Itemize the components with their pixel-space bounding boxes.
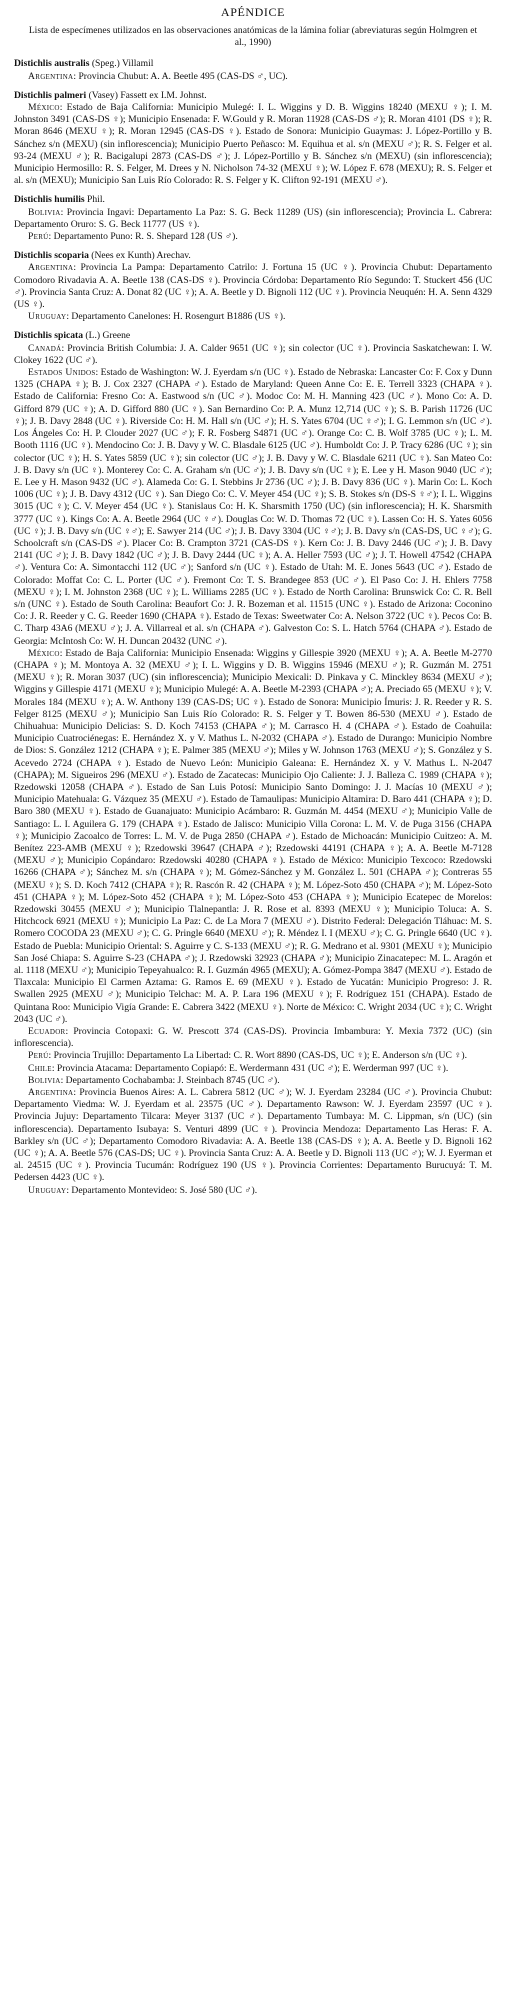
- specimen-record: [14, 262, 492, 311]
- record-text: : Estado de Baja California: Municipio Mulegé: I. L. Wiggins y D. B. Wiggins 18240 (MEXU ♀); I. M. Johnston 3491 (CAS-DS ♀); Municipio Ensenada: F. W.Gould y R. Moran 11928 (CAS-DS ♂); R. Moran 4101 (DS ♀); R. Moran 8646 (MEXU ♀); R. Moran 12945 (CAS-DS ♀). Estado de Sonora: Municipio Guaymas: J. López-Portillo y B. Sánchez s/n (MEXU) (sin inflorescencia); Municipio Puerto Peñasco: M. Equihua et al. s/n (MEXU ♂); R. S. Felger et al. 93-24 (MEXU ♂); R. Bacigalupi 2873 (CAS-DS ♂); J. López-Portillo y B. Sánchez s/n (MEXU) (sin inflorescencia); Municipio Hermosillo: R. S. Felger, M. Drees y N. Nicholson 74-32 (MEXU ♀); W. López F. 678 (MEXU); R. S. Felger et al. s/n (MEXU); Municipio San Luis Río Colorado: R. S. Felger y K. Clifton 92-191 (MEXU ♂).: [14, 102, 492, 187]
- species-name: Distichlis palmeri: [14, 89, 87, 101]
- species-author: Phil.: [84, 194, 105, 206]
- species-name: Distichlis humilis: [14, 194, 85, 206]
- record-text: : Departamento Cochabamba: J. Steinbach 8745 (UC ♂).: [60, 1074, 280, 1086]
- species-author: (L.) Greene: [83, 330, 131, 342]
- species-author: (Nees ex Kunth) Arechav.: [88, 250, 191, 262]
- species-title: [14, 194, 492, 206]
- species-entry: [14, 250, 492, 323]
- specimen-record: [14, 1185, 492, 1197]
- country-name: Perú: [28, 231, 49, 243]
- record-text: : Provincia La Pampa: Departamento Catrilo: J. Fortuna 15 (UC ♀). Provincia Chubut: Departamento Comodoro Rivadavia A. A. Beetle 138 (CAS-DS ♀). Provincia Córdoba: Departamento Río Segundo: T. Stuckert 456 (UC ♂). Provincia Santa Cruz: A. Donat 82 (UC ♀); A. A. Beetle y D. Bignoli 112 (UC ♀). Provincia Neuquén: H. A. Senn 4329 (US ♀).: [14, 262, 492, 311]
- specimen-record: [14, 1050, 492, 1062]
- record-text: : Provincia Trujillo: Departamento La Libertad: C. R. Wort 8890 (CAS-DS, UC ♀); E. Anderson s/n (UC ♀).: [48, 1050, 468, 1062]
- specimen-record: [14, 1026, 492, 1050]
- specimen-record: [14, 367, 492, 648]
- country-name: Ecuador: [28, 1026, 66, 1038]
- country-name: Chile: [28, 1062, 52, 1074]
- specimen-record: [14, 1063, 492, 1075]
- specimen-record: [14, 343, 492, 367]
- record-text: : Estado de Washington: W. J. Eyerdam s/n (UC ♀). Estado de Nebraska: Lancaster Co: F. Cox y Dunn 1325 (CHAPA ♀); B. J. Cox 2327 (CHAPA ♂). Estado de Maryland: Queen Anne Co: E. E. Terrell 3323 (CHAPA ♀). Estado de California: Fresno Co: A. Eastwood s/n (UC ♂). Modoc Co: M. H. Manning 423 (UC ♂). Mono Co: A. D. Gifford 879 (UC ♀); A. D. Gifford 880 (UC ♀). San Bernardino Co: P. A. Munz 12,714 (UC ♀); S. B. Parish 11726 (UC ♀); J. B. Davy 2848 (UC ♀). Riverside Co: H. M. Hall s/n (UC ♂); H. S. Yates 6704 (UC ♀♂); I. G. Lemmon s/n (UC ♂). Los Ángeles Co: H. P. Clouder 2027 (UC ♂); F. R. Fosberg S4871 (UC ♂). Orange Co: C. B. Wolf 3785 (UC ♀); L. M. Booth 1116 (UC ♀). Mendocino Co: J. B. Davy y W. C. Blasdale 6125 (UC ♂). Humboldt Co: J. P. Tracy 6286 (UC ♀); sin colector (UC ♀); H. S. Yates 5859 (UC ♀); sin colector (UC ♂); J. B. Davy y W. C. Blasdale 6211 (UC ♀). San Mateo Co: J. B. Davy s/n (UC ♀). Monterey Co: C. A. Graham s/n (UC ♂); J. B. Davy s/n (UC ♀); E. Lee y H. Mason 9040 (UC ♂); E. Lee y H. Mason 9432 (UC ♂). Alameda Co: G. I. Stebbins Jr 2736 (UC ♂); J. B. Davy 836 (UC ♀). Marin Co: L. Koch 1006 (UC ♀); J. B. Davy 4312 (UC ♀). San Diego Co: C. V. Meyer 454 (UC ♀); S. B. Stokes s/n (DS-S ♀♂); I. L. Wiggins 3015 (UC ♀); C. V. Meyer 454 (UC ♀). Stanislaus Co: H. K. Sharsmith 1750 (UC) (sin inflorescencia); H. K. Sharsmith 3777 (UC ♀). Kings Co: A. A. Beetle 2964 (UC ♀♂). Douglas Co: W. D. Thomas 72 (UC ♀). Lassen Co: H. S. Yates 6056 (UC ♀); J. B. Davy s/n (UC ♀♂); E. Sawyer 214 (UC ♂); J. B. Davy 3304 (UC ♀♂); J. B. Davy s/n (CAS-DS, UC ♀♂); G. Schoolcraft s/n (CAS-DS ♂). Placer Co: B. Crampton 3721 (CAS-DS ♀). Kern Co: J. B. Davy 2446 (UC ♂); J. B. Davy 2141 (UC ♂); J. B. Davy 1842 (UC ♂); J. B. Davy 2444 (UC ♀); A. A. Heller 7593 (UC ♂); J. T. Howell 47542 (CHAPA ♂). Ventura Co: A. Simontacchi 112 (UC ♂); Sanford s/n (UC ♀). Estado de Utah: M. E. Jones 5643 (UC ♂). Estado de Colorado: Moffat Co: C. L. Porter (UC ♂). Fremont Co: T. S. Brandegee 853 (UC ♂). El Paso Co: J. H. Ehlers 7758 (MEXU ♀); I. M. Johnston 2368 (UC ♀); L. Williams 2285 (UC ♀). Estado de North Carolina: Brunswick Co: C. R. Bell s/n (UNC ♀). Estado de South Carolina: Beaufort Co: J. R. Bozeman et al. 11515 (UNC ♀). Estado de Arizona: Coconino Co: J. R. Reeder y C. G. Reeder 1690 (CHAPA ♀). Estado de Texas: Sweetwater Co: A. Nelson 3722 (UC ♀). Pecos Co: B. C. Tharp 43A6 (MEXU ♂); J. A. Villarreal et al. s/n (CHAPA ♂). Galveston Co: S. L. Hatch 5764 (CHAPA ♂). Estado de Georgia: McIntosh Co: W. H. Duncan 20432 (UNC ♂).: [14, 367, 492, 647]
- record-text: : Estado de Baja California: Municipio Ensenada: Wiggins y Gillespie 3920 (MEXU ♀); A. A. Beetle M-2770 (CHAPA ♀); M. Montoya A. 32 (MEXU ♂); I. L. Wiggins y D. B. Wiggins 15946 (MEXU ♂); R. Guzmán M. 2751 (MEXU ♀); R. Moran 3037 (UC) (sin inflorescencia); Municipio Mexicali: D. Pinkava y C. Minckley 8634 (MEXU ♂); Wiggins y Gillespie 4171 (MEXU ♀); Municipio Mulegé: A. A. Beetle M-2393 (CHAPA ♂); A. Preciado 65 (MEXU ♀); V. Morales 184 (MEXU ♀); A. W. Anthony 139 (CAS-DS; UC ♀). Estado de Sonora: Municipio Ímuris: J. R. Reeder y R. S. Felger 8125 (MEXU ♂); Municipio San Luis Río Colorado: R. S. Felger y T. Bowen 86-530 (MEXU ♂). Estado de Chihuahua: Municipio Delicias: S. D. Koch 74153 (CHAPA ♂); M. Carrasco H. 4 (CHAPA ♂). Estado de Coahuila: Municipio Cuatrociénegas: E. Hernández X. y V. Mathus L. N-2032 (CHAPA ♂). Estado de Durango: Municipio Nombre de Dios: S. González 1212 (CHAPA ♀); E. Palmer 385 (MEXU ♂); Miles y W. Johnson 1763 (MEXU ♂); S. González y S. Acevedo 2724 (CHAPA ♀). Estado de Nuevo León: Municipio Galeana: E. Hernández X. y V. Mathus L. N-2047 (CHAPA); M. Sigueiros 296 (MEXU ♂). Estado de Zacatecas: Municipio Ojo Caliente: J. J. Balleza C. 1989 (CHAPA ♀); Rzedowski 12058 (CHAPA ♂). Estado de San Luis Potosí: Municipio Santo Domingo: J. J. Macías 10 (MEXU ♂); Municipio Matehuala: G. Vázquez 35 (MEXU ♂). Estado de Tamaulipas: Municipio Altamira: D. Baro 441 (CHAPA ♀); D. Baro 380 (MEXU ♀). Estado de Guanajuato: Municipio Acámbaro: R. Guzmán M. 4454 (MEXU ♂); Municipio Valle de Santiago: L. I. Aguilera G. 179 (CHAPA ♀). Estado de Jalisco: Municipio Villa Corona: L. M. V. de Puga 3156 (CHAPA ♀); Municipio Zacoalco de Torres: L. M. V. de Puga 2850 (CHAPA ♂). Estado de Michoacán: Municipio Cuitzeo: A. M. Benítez 223-AMB (MEXU ♀); Rzedowski 39647 (CHAPA ♂); Rzedowski 44191 (CHAPA ♀); A. A. Beetle M-7128 (MEXU ♂); Municipio Copándaro: Rzedowski 40280 (CHAPA ♀). Estado de México: Municipio Texcoco: Rzedowski 16266 (CHAPA ♂); Sánchez M. s/n (CHAPA ♀); M. Gómez-Sánchez y M. González L. 501 (CHAPA ♂); Contreras 55 (MEXU ♀); S. D. Koch 7412 (CHAPA ♀); R. Rascón R. 42 (CHAPA ♀); M. López-Soto 450 (CHAPA ♂); M. López-Soto 451 (CHAPA ♀); M. López-Soto 452 (CHAPA ♀); M. López-Soto 453 (CHAPA ♀); Municipio Ecatepec de Morelos: Rzedowski 30455 (MEXU ♂); Municipio Tlalnepantla: J. R. Rose et al. 8393 (MEXU ♀); Municipio Toluca: A. S. Hitchcock 6921 (MEXU ♀); Municipio La Paz: C. de La Mora 7 (MEXU ♂). Distrito Federal: Delegación Tláhuac: M. S. Romero COCODA 23 (MEXU ♂); C. G. Pringle 6640 (MEXU ♂); R. Méndez I. I (MEXU ♂); C. G. Pringle 6640 (UC ♀). Estado de Puebla: Municipio Oriental: S. Aguirre y C. S-133 (MEXU ♂); R. G. Medrano et al. 9301 (MEXU ♀); Municipio San José Chiapa: S. Aguirre S-23 (CHAPA ♂); J. Rzedowski 32923 (CHAPA ♂); Municipio Zinacatepec: M. L. Aragón et al. 1118 (MEXU ♂); Municipio Tepeyahualco: R. I. Guzmán 4965 (MEXU); A. Gómez-Pompa 3847 (MEXU ♂). Estado de Tlaxcala: Municipio El Carmen Aztama: G. Ramos E. 69 (MEXU ♀). Estado de Yucatán: Municipio Progreso: J. R. Swallen 2925 (MEXU ♂); Municipio Telchac: M. A. P. Lara 196 (MEXU ♀); F. Rodríguez 151 (CHAPA). Estado de Quintana Roo: Municipio Vigía Grande: E. Cabrera 3422 (MEXU ♀). Norte de México: C. Wright 2034 (UC ♀); C. Wright 2043 (UC ♂).: [14, 647, 492, 1025]
- record-text: : Provincia Ingavi: Departamento La Paz: S. G. Beck 11289 (US) (sin inflorescencia); Provincia L. Cabrera: Departamento Oruro: S. G. Beck 11777 (US ♀).: [14, 206, 492, 230]
- species-author: (Vasey) Fassett ex I.M. Johnst.: [86, 89, 207, 101]
- record-text: : Provincia British Columbia: J. A. Calder 9651 (UC ♀); sin colector (UC ♀). Provincia Saskatchewan: I. W. Clokey 1622 (UC ♂).: [14, 342, 492, 366]
- species-name: Distichlis australis: [14, 58, 90, 70]
- species-title: [14, 250, 492, 262]
- specimen-record: [14, 1075, 492, 1087]
- species-title: [14, 330, 492, 342]
- species-entry: [14, 330, 492, 1196]
- country-name: México: [28, 102, 60, 114]
- country-name: Bolivia: [28, 1074, 61, 1086]
- record-text: : Departamento Montevideo: S. José 580 (UC ♂).: [66, 1184, 258, 1196]
- species-title: [14, 90, 492, 102]
- species-name: Distichlis scoparia: [14, 250, 89, 262]
- country-name: México: [28, 647, 60, 659]
- country-name: Argentina: [28, 262, 74, 274]
- species-entry: [14, 58, 492, 82]
- species-name: Distichlis spicata: [14, 330, 84, 342]
- species-title: [14, 58, 492, 70]
- specimen-record: [14, 207, 492, 231]
- species-list: [14, 58, 492, 1196]
- specimen-record: [14, 311, 492, 323]
- country-name: Uruguay: [28, 311, 67, 323]
- species-author: (Speg.) Villamil: [89, 58, 154, 70]
- record-text: : Provincia Cotopaxi: G. W. Prescott 374 (CAS-DS). Provincia Imbambura: Y. Mexia 7372 (UC) (sin inflorescencia).: [14, 1026, 492, 1050]
- country-name: Perú: [28, 1050, 49, 1062]
- record-text: : Departamento Puno: R. S. Shepard 128 (US ♂).: [48, 231, 238, 243]
- country-name: Uruguay: [28, 1184, 67, 1196]
- country-name: Canadá: [28, 342, 62, 354]
- country-name: Argentina: [28, 70, 74, 82]
- country-name: Argentina: [28, 1087, 74, 1099]
- record-text: : Provincia Chubut: A. A. Beetle 495 (CAS-DS ♂, UC).: [73, 70, 288, 82]
- species-entry: [14, 90, 492, 188]
- country-name: Bolivia: [28, 206, 61, 218]
- record-text: : Departamento Canelones: H. Rosengurt B1886 (US ♀).: [66, 311, 286, 323]
- specimen-record: [14, 231, 492, 243]
- appendix-heading: APÉNDICE: [220, 5, 286, 19]
- country-name: Estados Unidos: [28, 367, 96, 379]
- species-entry: [14, 194, 492, 243]
- specimen-record: [14, 71, 492, 83]
- record-text: : Provincia Atacama: Departamento Copiapó: E. Werdermann 431 (UC ♂); E. Werderman 997 (UC ♀).: [51, 1062, 449, 1074]
- record-text: : Provincia Buenos Aires: A. L. Cabrera 5812 (UC ♂); W. J. Eyerdam 23284 (UC ♂). Provincia Chubut: Departamento Viedma: W. J. Eyerdam et al. 23575 (UC ♂). Departamento Rawson: W. J. Eyerdam 23597 (UC ♀). Provincia Jujuy: Departamento Tilcara: Meyer 3137 (UC ♂). Departamento Tumbaya: M. C. Lippman, s/n (UC) (sin inflorescencia). Departamento Isubaya: S. Venturi 4899 (UC ♀). Provincia Mendoza: Departamento Las Heras: F. A. Barkley s/n (UC ♂); Departamento Comodoro Rivadavia: A. A. Beetle 138 (CAS-DS ♀); A. A. Beetle y D. Bignoli 162 (UC ♀); A. A. Beetle 576 (CAS-DS; UC ♀). Provincia Santa Cruz: A. A. Beetle y D. Bignoli 113 (UC ♂); W. J. Eyerman et al. 24515 (UC ♀). Provincia Tucumán: Rodríguez 190 (US ♀). Provincia Corrientes: Departamento Burucuyá: T. M. Pedersen 4423 (UC ♀).: [14, 1087, 492, 1184]
- appendix-caption: Lista de especímenes utilizados en las observaciones anatómicas de la lámina foliar (abreviaturas según Holmgren et al., 1990): [28, 25, 478, 49]
- specimen-record: [14, 1087, 492, 1185]
- specimen-record: [14, 648, 492, 1026]
- specimen-record: [14, 102, 492, 187]
